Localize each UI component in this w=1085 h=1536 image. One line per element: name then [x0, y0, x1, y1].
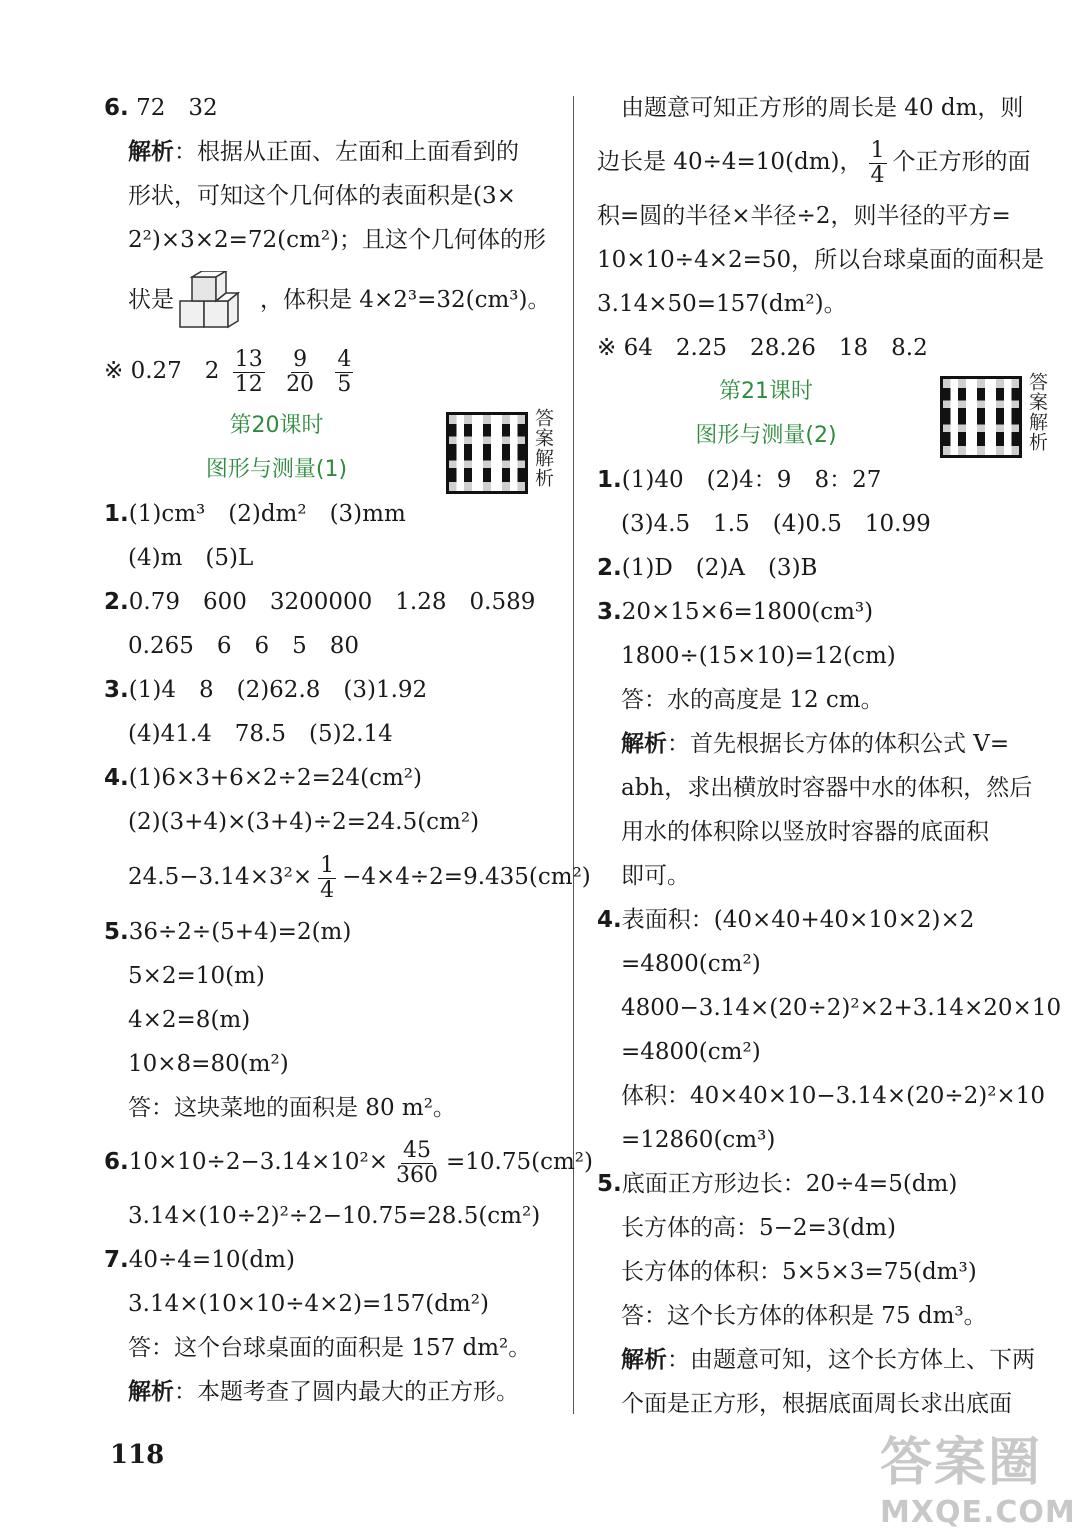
- explanation: 解析：根据从正面、左面和上面看到的: [128, 138, 519, 165]
- answer-4: 4.(1)6×3+6×2÷2=24(cm²): [104, 765, 422, 791]
- answer-1: 1.(1)40 (2)4：9 8：27: [597, 467, 882, 493]
- text-line: 形状，可知这个几何体的表面积是(3×: [128, 183, 516, 209]
- text-line: 体积：40×40×10−3.14×(20÷2)²×10: [621, 1083, 1045, 1109]
- answer-6: 6. 72 32: [104, 95, 218, 121]
- text-line: =12860(cm³): [621, 1127, 776, 1153]
- star-answer: ※ 0.27 2 $\frac{13}{12}$ $\frac{9}{20}$ $\frac{4}{5}$: [104, 346, 352, 397]
- text-line: 3.14×(10×10÷4×2)=157(dm²): [128, 1291, 489, 1317]
- text-line: 边长是 40÷4=10(dm)， $\frac{1}{4}$ 个正方形的面: [597, 137, 1031, 188]
- fraction: $\frac{1}{4}$: [870, 137, 885, 188]
- answer-7: 7.40÷4=10(dm): [104, 1247, 295, 1273]
- answer-1: 1.(1)cm³ (2)dm² (3)mm: [104, 501, 406, 527]
- text-line: 1800÷(15×10)=12(cm): [621, 643, 896, 669]
- answer-5: 5.36÷2÷(5+4)=2(m): [104, 919, 352, 945]
- answer-2: 2.0.79 600 3200000 1.28 0.589: [104, 589, 536, 615]
- text-line: 长方体的高：5−2=3(dm): [621, 1215, 896, 1241]
- text-line: 5×2=10(m): [128, 963, 265, 989]
- fraction: $\frac{1}{4}$: [320, 852, 335, 903]
- text-line: 24.5−3.14×3²× $\frac{1}{4}$ −4×4÷2=9.435(cm²): [128, 852, 591, 903]
- text-line: (3)4.5 1.5 (4)0.5 10.99: [621, 511, 931, 537]
- fraction: $\frac{9}{20}$: [286, 346, 315, 397]
- watermark-url: MXQE.COM: [880, 1495, 1076, 1530]
- text-line: 用水的体积除以竖放时容器的底面积: [621, 819, 989, 845]
- text-line: =4800(cm²): [621, 1039, 761, 1065]
- explanation: 解析：由题意可知，这个长方体上、下两: [621, 1346, 1035, 1373]
- text-line: 3.14×50=157(dm²)。: [597, 291, 847, 317]
- lesson-subtitle: 图形与测量(2): [695, 423, 837, 448]
- star-answer: ※ 64 2.25 28.26 18 8.2: [597, 335, 928, 361]
- text-line: 状是 ，体积是 4×2³=32(cm³)。: [104, 262, 559, 338]
- text-line: 0.265 6 6 5 80: [128, 633, 360, 659]
- text-line: 2²)×3×2=72(cm²)；且这个几何体的形: [128, 227, 547, 253]
- text-line: (2)(3+4)×(3+4)÷2=24.5(cm²): [128, 809, 480, 835]
- text-line: (4)41.4 78.5 (5)2.14: [128, 721, 393, 747]
- explanation: 解析：首先根据长方体的体积公式 V=: [621, 730, 1010, 757]
- qr-label: 答案解析: [532, 408, 554, 488]
- explanation: 解析：本题考查了圆内最大的正方形。: [128, 1378, 519, 1405]
- text-line: 答：这个台球桌面的面积是 157 dm²。: [128, 1335, 532, 1361]
- answer-2: 2.(1)D (2)A (3)B: [597, 555, 818, 581]
- text-line: 10×8=80(m²): [128, 1051, 289, 1077]
- left-column: [104, 86, 593, 1414]
- fraction: $\frac{4}{5}$: [337, 346, 352, 397]
- text-line: (4)m (5)L: [128, 545, 254, 571]
- text-line: =4800(cm²): [621, 951, 761, 977]
- text-line: 4800−3.14×(20÷2)²×2+3.14×20×10: [621, 995, 1062, 1021]
- page-number: 118: [110, 1440, 165, 1470]
- text-line: 4×2=8(m): [128, 1007, 251, 1033]
- fraction: $\frac{45}{360}$: [395, 1137, 438, 1188]
- text-line: 答：水的高度是 12 cm。: [621, 687, 884, 713]
- answer-3: 3.20×15×6=1800(cm³): [597, 599, 874, 625]
- text-line: 答：这块菜地的面积是 80 m²。: [128, 1095, 456, 1121]
- cube-figure-icon: [178, 271, 256, 331]
- text-line: 10×10÷4×2=50，所以台球桌面的面积是: [597, 247, 1045, 273]
- watermark: [880, 1420, 1080, 1530]
- text-line: abh，求出横放时容器中水的体积，然后: [621, 775, 1033, 801]
- answer-5: 5.底面正方形边长：20÷4=5(dm): [597, 1171, 958, 1197]
- column-divider: [573, 96, 574, 1414]
- lesson-subtitle: 图形与测量(1): [205, 457, 348, 482]
- lesson-title: 第21课时: [719, 379, 813, 404]
- watermark-text: 答案圈: [880, 1433, 1043, 1493]
- text-line: 由题意可知正方形的周长是 40 dm，则: [621, 95, 1024, 121]
- answer-3: 3.(1)4 8 (2)62.8 (3)1.92: [104, 677, 428, 703]
- text-line: 个面是正方形，根据底面周长求出底面: [621, 1391, 1012, 1417]
- text-line: 答：这个长方体的体积是 75 dm³。: [621, 1303, 987, 1329]
- qr-code-icon: [446, 412, 528, 494]
- text-line: 积=圆的半径×半径÷2，则半径的平方=: [597, 203, 1011, 229]
- answer-4: 4.表面积：(40×40+40×10×2)×2: [597, 907, 975, 933]
- fraction: $\frac{13}{12}$: [234, 346, 263, 397]
- text-line: 即可。: [621, 863, 690, 889]
- text-line: 长方体的体积：5×5×3=75(dm³): [621, 1259, 977, 1285]
- lesson-title: 第20课时: [229, 413, 324, 438]
- qr-label: 答案解析: [1026, 372, 1048, 452]
- answer-6b: 6.10×10÷2−3.14×10²× $\frac{45}{360}$ =10.75(cm²): [104, 1137, 593, 1188]
- text-line: 3.14×(10÷2)²÷2−10.75=28.5(cm²): [128, 1203, 541, 1229]
- right-column: [597, 86, 1062, 1426]
